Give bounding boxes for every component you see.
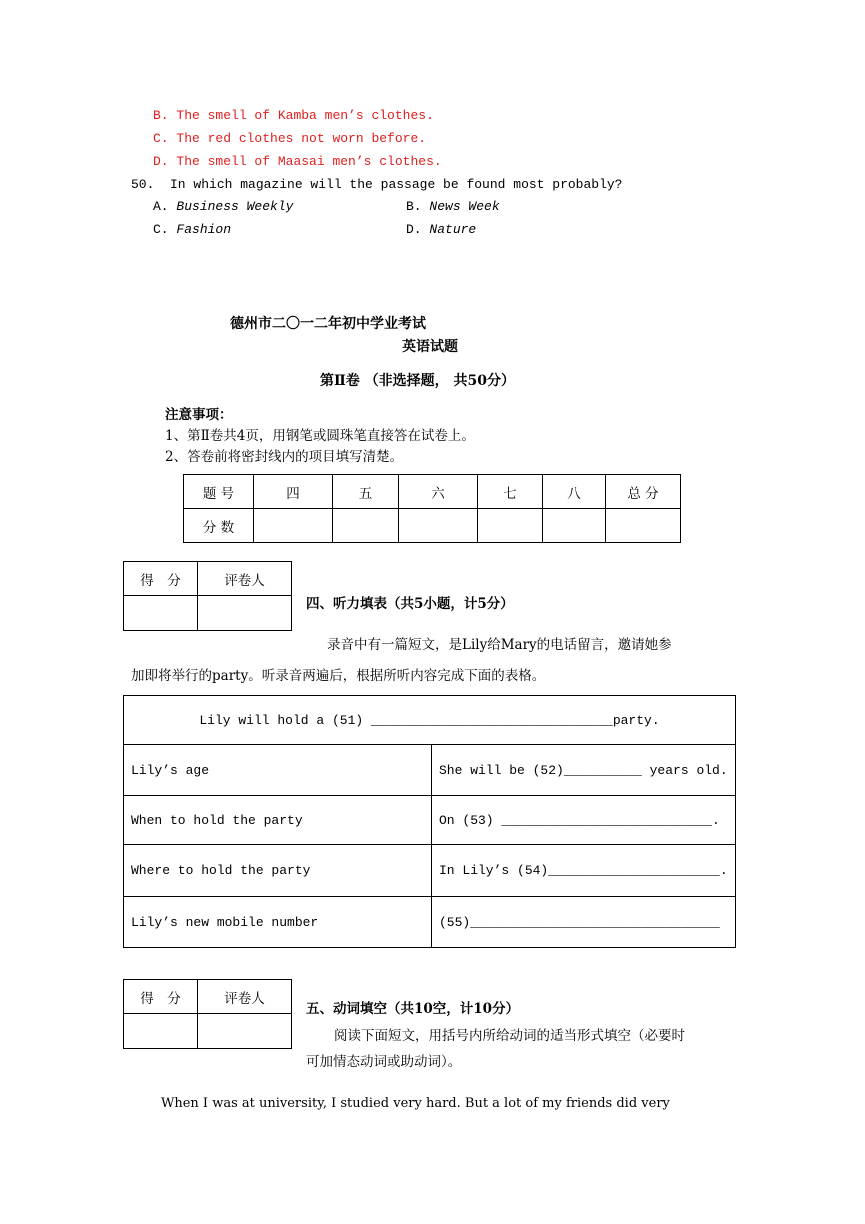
grader-box-section5	[123, 979, 292, 1049]
subject-title: 英语试题	[402, 339, 458, 355]
section5-intro-line1: 阅读下面短文，用括号内所给动词的适当形式填空（必要时	[334, 1028, 685, 1044]
option-letter: C.	[153, 131, 169, 146]
table-row-label: When to hold the party	[124, 796, 432, 845]
answer-55-line[interactable]: (55)________________________________	[432, 897, 736, 948]
notes-item-1: 1、第Ⅱ卷共4页，用钢笔或圆珠笔直接答在试卷上。	[165, 428, 475, 444]
option-letter: C.	[153, 222, 169, 237]
score-header-cell: 六	[399, 475, 478, 509]
table-row-label: Lily’s new mobile number	[124, 897, 432, 948]
option-text: News Week	[429, 199, 500, 214]
score-row-label: 分 数	[184, 509, 254, 543]
grader-name-label: 评卷人	[198, 980, 292, 1014]
section4-intro-line1: 录音中有一篇短文，是Lily给Mary的电话留言，邀请她参	[327, 637, 672, 653]
option-49-d	[153, 154, 442, 169]
score-cell[interactable]	[478, 509, 543, 543]
notes-heading: 注意事项：	[165, 407, 233, 423]
section4-title: 四、听力填表（共5小题，计5分）	[306, 596, 514, 612]
section4-intro-line2: 加即将举行的party。听录音两遍后，根据所听内容完成下面的表格。	[131, 668, 546, 684]
option-text: Nature	[429, 222, 477, 237]
answer-53-line[interactable]: On (53) ___________________________.	[432, 796, 736, 845]
score-header-cell: 五	[333, 475, 399, 509]
option-letter: A.	[153, 199, 169, 214]
section5-title: 五、动词填空（共10空，计10分）	[306, 1001, 520, 1017]
option-50-c	[153, 222, 231, 237]
table-row-label: Where to hold the party	[124, 845, 432, 897]
answer-54-line[interactable]: In Lily’s (54)______________________.	[432, 845, 736, 897]
score-header-cell: 题 号	[184, 475, 254, 509]
option-text: Fashion	[176, 222, 232, 237]
volume-title: 第Ⅱ卷 （非选择题， 共50分）	[320, 373, 516, 389]
score-header-cell: 四	[254, 475, 333, 509]
answer-51-line[interactable]: Lily will hold a (51) _______________________________party.	[124, 696, 736, 745]
option-text: Business Weekly	[176, 199, 294, 214]
score-cell[interactable]	[543, 509, 606, 543]
option-letter: B.	[406, 199, 422, 214]
section5-intro-line2: 可加情态动词或助动词）。	[306, 1054, 462, 1070]
option-letter: D.	[153, 154, 169, 169]
score-header-cell: 七	[478, 475, 543, 509]
grader-name-cell[interactable]	[198, 1014, 292, 1049]
grader-score-cell[interactable]	[124, 1014, 198, 1049]
grader-name-label: 评卷人	[198, 562, 292, 596]
score-cell[interactable]	[333, 509, 399, 543]
score-cell[interactable]	[606, 509, 681, 543]
question-50: 50. In which magazine will the passage be found most probably?	[131, 177, 623, 192]
grader-box-section4	[123, 561, 292, 631]
option-text: The smell of Kamba men’s clothes.	[176, 108, 434, 123]
grader-score-label: 得 分	[124, 980, 198, 1014]
table-row-label: Lily’s age	[124, 745, 432, 796]
listening-table	[123, 695, 736, 948]
grader-score-label: 得 分	[124, 562, 198, 596]
option-50-d	[406, 222, 476, 237]
score-cell[interactable]	[399, 509, 478, 543]
option-50-a	[153, 199, 293, 214]
score-cell[interactable]	[254, 509, 333, 543]
option-letter: D.	[406, 222, 422, 237]
score-header-cell: 八	[543, 475, 606, 509]
grader-score-cell[interactable]	[124, 596, 198, 631]
option-49-c	[153, 131, 426, 146]
grader-name-cell[interactable]	[198, 596, 292, 631]
option-49-b	[153, 108, 434, 123]
section5-passage-line1: When I was at university, I studied very hard. But a lot of my friends did very	[161, 1096, 670, 1111]
option-text: The red clothes not worn before.	[176, 131, 427, 146]
exam-title: 德州市二〇一二年初中学业考试	[230, 316, 426, 332]
notes-item-2: 2、答卷前将密封线内的项目填写清楚。	[165, 449, 404, 465]
option-text: The smell of Maasai men’s clothes.	[176, 154, 442, 169]
option-letter: B.	[153, 108, 169, 123]
score-table	[183, 474, 681, 543]
option-50-b	[406, 199, 500, 214]
score-header-cell: 总 分	[606, 475, 681, 509]
answer-52-line[interactable]: She will be (52)__________ years old.	[432, 745, 736, 796]
